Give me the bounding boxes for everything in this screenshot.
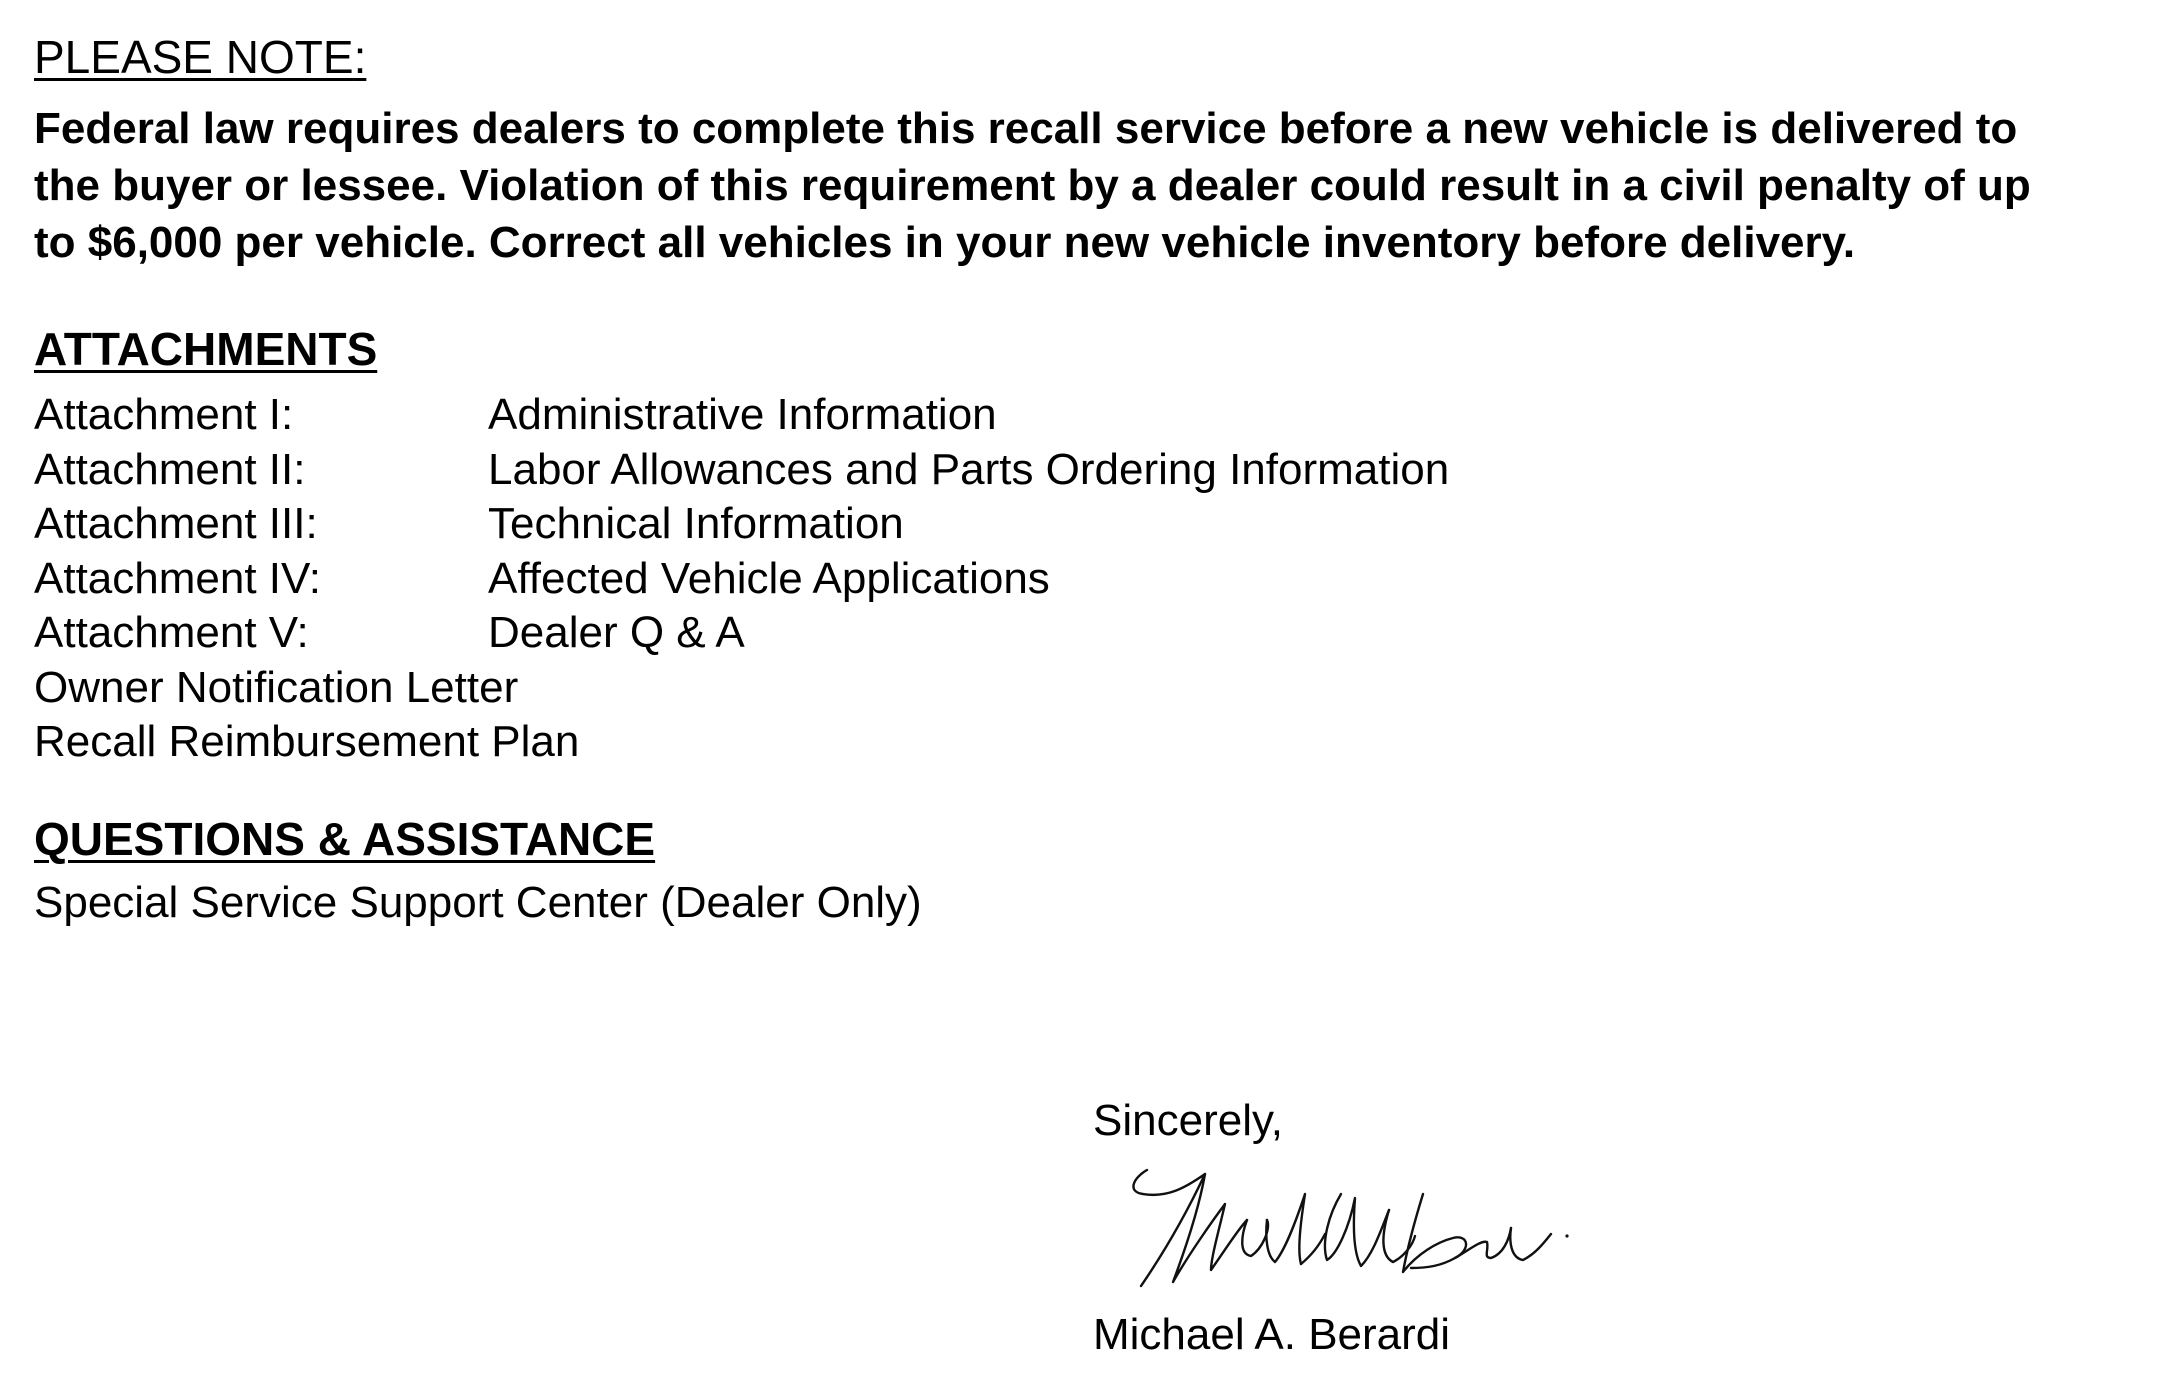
questions-assistance-heading: QUESTIONS & ASSISTANCE — [34, 813, 656, 865]
owner-notification-letter-item: Owner Notification Letter — [34, 662, 519, 712]
handwritten-signature — [1115, 1158, 1585, 1298]
attachment-row — [34, 606, 1449, 661]
attachment-row — [34, 497, 1449, 552]
recall-reimbursement-plan-item: Recall Reimbursement Plan — [34, 717, 580, 766]
attachment-title: Administrative Information — [488, 390, 997, 439]
support-center-text: Special Service Support Center (Dealer Only) — [34, 878, 922, 927]
attachment-title: Dealer Q & A — [488, 608, 745, 657]
attachment-title: Labor Allowances and Parts Ordering Information — [488, 444, 1450, 494]
attachment-label: Attachment I: — [34, 390, 294, 439]
please-note-colon: : — [353, 31, 367, 83]
please-note-heading — [34, 31, 367, 83]
note-line: Federal law requires dealers to complete this recall service before a new vehicle is delivered to — [34, 104, 2018, 153]
note-line: the buyer or lessee. Violation of this requirement by a dealer could result in a civil penalty of up — [34, 161, 2031, 210]
attachment-label: Attachment V: — [34, 608, 309, 657]
attachment-label: Attachment II: — [34, 444, 306, 494]
attachment-row — [34, 552, 1449, 607]
attachment-title: Affected Vehicle Applications — [488, 553, 1050, 603]
please-note-label: PLEASE NOTE — [34, 31, 354, 83]
signer-name: Michael A. Berardi — [1093, 1310, 1451, 1359]
attachment-row — [34, 443, 1449, 498]
note-line: to $6,000 per vehicle. Correct all vehicles in your new vehicle inventory before delivery. — [34, 218, 1856, 267]
attachment-label: Attachment IV: — [34, 553, 321, 603]
attachment-row — [34, 388, 1449, 443]
attachment-title: Technical Information — [488, 499, 904, 548]
attachment-label: Attachment III: — [34, 499, 318, 548]
attachments-heading: ATTACHMENTS — [34, 323, 378, 375]
attachments-list — [34, 388, 1449, 770]
please-note-body — [34, 100, 2154, 271]
closing-salutation: Sincerely, — [1093, 1096, 1283, 1145]
